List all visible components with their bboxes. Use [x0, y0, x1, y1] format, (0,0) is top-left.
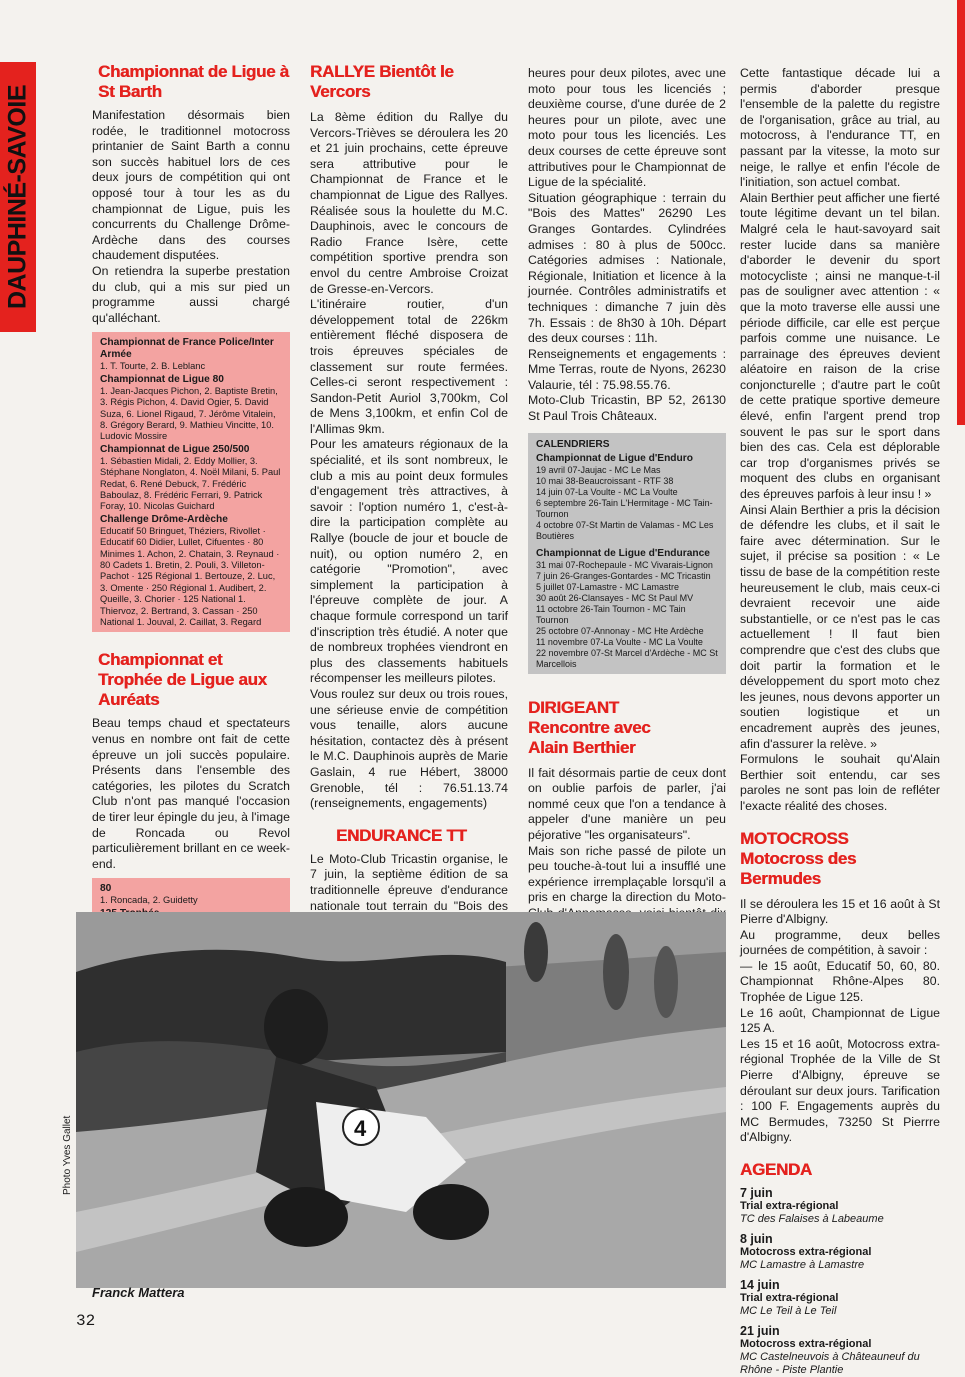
agenda-event: Motocross extra-régional	[740, 1338, 872, 1350]
paragraph: Cette fantastique décade lui a permis d'aborder presque l'ensemble de la palette du registre de l'organisation, grâce au trial, au motocross, à l'endurance TT, en passant par la vitesse, la moto sur neige, le rallye et enfin l'école de l'initiation, son actuel combat.	[740, 66, 940, 190]
headline-endurance: ENDURANCE TT	[336, 825, 467, 845]
svg-text:4: 4	[354, 1116, 367, 1141]
calendar-entry: 5 juillet 07-Lamastre - MC Lamastre	[536, 581, 680, 592]
agenda-event: Trial extra-régional	[740, 1292, 839, 1304]
calendar-heading: Championnat de Ligue d'Enduro	[536, 452, 693, 464]
results-text: 1. T. Tourte, 2. B. Leblanc	[100, 361, 206, 372]
calendar-entry: 11 novembre 07-La Voulte - MC La Voulte	[536, 636, 703, 647]
agenda-item	[740, 1278, 940, 1318]
agenda-list	[740, 1186, 940, 1377]
calendar-entry: 31 mai 07-Rochepaule - MC Vivarais-Lignon	[536, 559, 713, 570]
results-text: Educatif 50 Bringuet, Théziers, Rivollet · Educatif 60 Didier, Lullet, Cifuentes · 80 Minimes 1. Achon, 2. Chatain, 3. Reynaud · 80 Cadets 1. Bretin, 2. Pouli, 3. Villeton-Pachot · 125 Régional 1. Bertouze, 2. Luc, 3. Omente · 250 Régional 1. Audibert, 2. Queille, 3. Chorier · 125 National 1. Thiervoz, 2. Bertrand, 3. Cassan · 250 National 1. Jouval, 2. Caillat, 3. Regard	[100, 525, 280, 628]
agenda-date: 7 juin	[740, 1186, 773, 1200]
headline-dirigeant: DIRIGEANT Rencontre avec Alain Berthier	[528, 697, 651, 757]
agenda-date: 21 juin	[740, 1324, 780, 1338]
results-heading: Championnat de Ligue 80	[100, 373, 224, 385]
motorcycle-photo-illustration	[76, 912, 726, 1288]
calendar-entry: 14 juin 07-La Voulte - MC La Voulte	[536, 486, 678, 497]
paragraph: heures pour deux pilotes, avec une moto pour tous les licenciés ; deuxième course, d'une durée de 2 heures pour un pilote, avec une moto pour tous les licenciés. Les deux courses de cette épreuve sont attributives pour le Championnat de Ligue de la spécialité.	[528, 66, 726, 190]
agenda-date: 8 juin	[740, 1232, 773, 1246]
paragraph: On retiendra la superbe prestation du club, qui a mis sur pied un programme aussi chargé qu'alléchant.	[92, 263, 290, 325]
calendar-entry: 22 novembre 07-St Marcel d'Ardèche - MC St Marcellois	[536, 647, 718, 669]
agenda-date: 14 juin	[740, 1278, 780, 1292]
paragraph: Il fait désormais partie de ceux dont on oublie parfois de parler, j'ai nommé ceux que l'on a tendance à appeler d'une manière un peu péjorative "les organisateurs".	[528, 765, 726, 843]
results-text: 1. Jean-Jacques Pichon, 2. Baptiste Bretin, 3. Régis Pichon, 4. David Ogier, 5. David Suza, 6. Lionel Rigaud, 7. Jérôme Vitalein, 8. Grégory Berard, 9. Mathieu Vincitte, 10. Ludovic Mossire	[100, 385, 278, 442]
paragraph: Situation géographique : terrain du "Bois des Mattes" 26290 Les Granges Gontardes. Cylindrées admises : 80 à plus de 500cc. Catégories admises : Nationale, Régionale, Initiation et licence à la journée. Contrôles administratifs et techniques : dimanche 7 juin dès 7h. Essais : de 8h30 à 10h. Départ des deux courses : 11h.	[528, 190, 726, 346]
results-text: 1. Sébastien Midali, 2. Eddy Mollier, 3. Stéphane Nonglaton, 4. Noël Milani, 5. Paul Redat, 6. René Debuck, 7. Frédéric Baboulaz, 8. Frédéric Ferrari, 9. Patrick Foray, 10. Nicolas Guichard	[100, 455, 281, 512]
section-tab	[0, 62, 36, 332]
results-box-st-barth	[92, 332, 290, 632]
paragraph: L'itinéraire routier, d'un développement total de 226km entièrement fléché disposera de trois épreuves spéciales de classement sur route fermées. Celles-ci seront respectivement : Sandon-Petit Auriol 3,700km, Col de Mens 3,100km, et enfin Col de l'Allimas 9km.	[310, 297, 508, 436]
edge-strip	[957, 0, 965, 425]
paragraph: Ainsi Alain Berthier a pris la décision de défendre les clubs, et il sait le faire avec détermination. Sur le sujet, il précise sa position : « Le tissu de base de la compétition reste heureusement le club, mais ceux-ci devraient recevoir une aide substantielle, or ce n'est pas le cas actuellement ! Il faut bien comprendre que c'est des clubs que doit partir la formation et le développement du sport moto chez les jeunes, nous devons apporter un soutien logistique et un encadrement auprès des jeunes, afin d'assurer la relève. »	[740, 502, 940, 751]
paragraph: Pour les amateurs régionaux de la spécialité, et ils sont nombreux, le club a mis au point deux formules d'engagement très attractives, à savoir : l'option numéro 1, c'est-à-dire la participation complète au Rallye (boucle de jour et boucle de nuit), ou option numéro 2, en catégorie "Promotion", avec simplement la participation à l'épreuve complète de jour. A chaque formule correspond un tarif d'inscription très étudié. A noter que de nombreux trophées viendront en plus des classements habituels récompenser les meilleurs pilotes.	[310, 437, 508, 686]
article-endurance-continued	[528, 66, 726, 425]
column-2	[310, 62, 508, 1008]
article-motocross	[740, 897, 940, 1147]
calendar-entry: 11 octobre 26-Tain Tournon - MC Tain Tournon	[536, 603, 686, 625]
column-3	[528, 66, 726, 937]
results-heading: Championnat de Ligue 250/500	[100, 443, 250, 455]
motorcycle-photo	[76, 912, 726, 1288]
headline-rallye: RALLYE Bientôt le Vercors	[310, 62, 454, 101]
calendar-entry: 30 août 26-Clansayes - MC St Paul MV	[536, 592, 694, 603]
calendar-heading: Championnat de Ligue d'Endurance	[536, 547, 710, 559]
calendar-entry: 7 juin 26-Granges-Gontardes - MC Tricastin	[536, 570, 711, 581]
agenda-club: TC des Falaises à Labeaume	[740, 1213, 884, 1225]
calendar-entry: 6 septembre 26-Tain L'Hermitage - MC Tain-Tournon	[536, 497, 713, 519]
headline-agenda: AGENDA	[740, 1160, 812, 1179]
results-heading: Championnat de France Police/Inter Armée	[100, 337, 274, 361]
calendar-entry: 10 mai 38-Beaucroissant - RTF 38	[536, 475, 674, 486]
agenda-club: MC Castelneuvois à Châteauneuf du Rhône - Piste Plantie	[740, 1351, 920, 1376]
article-st-barth	[92, 108, 290, 326]
results-heading: 80	[100, 883, 112, 895]
paragraph: Les 15 et 16 août, Motocross extra-régional Trophée de la Ville de St Pierre d'Albigny, épreuve se déroulant sur deux jours. Tarification : 100 F. Engagements auprès du MC Bermudes, 73250 St Pierrre d'Albigny.	[740, 1036, 940, 1145]
column-1	[92, 62, 290, 960]
paragraph: Beau temps chaud et spectateurs venus en nombre ont fait de cette épreuve un joli succès populaire. Présents dans l'ensemble des catégories, les pilotes du Scratch Club n'ont pas manqué l'occasion de tirer leur épingle du jeu, à l'image de Roncada ou Revol particulièrement brillant en ce week-end.	[92, 716, 290, 871]
paragraph: Manifestation désormais bien rodée, le traditionnel motocross printanier de Saint Barth a connu son succès habituel lors de ces deux jours de compétition qui ont opposé tour à tour les as du championnat de Ligue, puis les concurrents du Challenge Drôme-Ardèche dans des courses chaudement disputées.	[92, 108, 290, 263]
agenda-item	[740, 1324, 940, 1377]
paragraph: Vous roulez sur deux ou trois roues, une sérieuse envie de compétition vous tenaille, alors aucune hésitation, contactez dès à présent le M.C. Dauphinois auprès de Marie Gaslain, 4 rue Hébert, 38000 Grenoble, tél : 76.51.13.74 (renseignements, engagements)	[310, 686, 508, 811]
section-tab-label: DAUPHINÉ-SAVOIE	[3, 84, 32, 310]
agenda-event: Motocross extra-régional	[740, 1246, 872, 1258]
results-text: 1. Roncada, 2. Guidetty	[100, 895, 198, 906]
calendar-entry: 19 avril 07-Jaujac - MC Le Mas	[536, 464, 661, 475]
paragraph: Formulons le souhait qu'Alain Berthier soit entendu, car ses paroles ne sont pas loin de refléter l'exacte réalité des choses.	[740, 752, 940, 813]
article-aureats	[92, 716, 290, 872]
calendar-box	[528, 433, 726, 674]
calendar-entry: 4 octobre 07-St Martin de Valamas - MC Les Boutières	[536, 519, 714, 541]
paragraph: Le 16 août, Championnat de Ligue 125 A.	[740, 1005, 940, 1036]
paragraph: Renseignements et engagements : Mme Terras, route de Nyons, 26230 Valaurie, tél : 75.98.55.76.	[528, 346, 726, 392]
agenda-club: MC Le Teil à Le Teil	[740, 1305, 837, 1317]
agenda-event: Trial extra-régional	[740, 1200, 839, 1212]
agenda-item	[740, 1186, 940, 1226]
paragraph: Le Moto-Club Tricastin organise, le 7 juin, la septième édition de sa traditionnelle épreuve d'endurance nationale tout terrain du "Bois des	[310, 851, 508, 913]
paragraph: La 8ème édition du Rallye du Vercors-Trièves se déroulera les 20 et 21 juin prochains, cette épreuve sera attributive pour le Championnat de France et le championnat de Ligue des Rallyes. Réalisée sous la houlette du M.C. Dauphinois, avec le concours de Radio France Isère, cette compétition sportive prendra son envol du centre Ambroise Croizat de Gresse-en-Vercors.	[310, 110, 508, 296]
paragraph: Il se déroulera les 15 et 16 août à St Pierre d'Albigny.	[740, 896, 940, 927]
calendar-title: CALENDRIERS	[536, 438, 610, 450]
paragraph: Moto-Club Tricastin, BP 52, 26130 St Paul Trois Châteaux.	[528, 393, 726, 424]
paragraph: Alain Berthier peut afficher une fierté toute légitime devant un tel bilan. Malgré cela le haut-savoyard sait rester lucide dans sa manière d'aborder le devenir du sport motocycliste ; ainsi ne manque-t-il pas de souligner avec attention : « que la moto traverse elle aussi une période difficile, car elle est perçue parfois comme une nuisance. Le parrainage des épreuves devient aléatoire en raison de la crise conjoncturelle ; d'autre part le coût de cette pratique sportive demeure élevé, enfin l'argent prend trop souvent le pas sur le sport dans bien des cas. Cela est déplorable car trop d'organismes privés se moquent des clubs en organisant des épreuves parfois à leur insu ! »	[740, 190, 940, 502]
column-4	[740, 66, 940, 1377]
headline-motocross: MOTOCROSS Motocross des Bermudes	[740, 828, 857, 888]
results-heading: Challenge Drôme-Ardèche	[100, 513, 228, 525]
headline-st-barth: Championnat de Ligue à St Barth	[98, 62, 289, 101]
calendar-entry: 25 octobre 07-Annonay - MC Hte Ardèche	[536, 625, 704, 636]
paragraph: Au programme, deux belles journées de compétition, à savoir :	[740, 927, 940, 958]
agenda-club: MC Lamastre à Lamastre	[740, 1259, 865, 1271]
photo-credit: Photo Yves Gallet	[62, 1115, 73, 1195]
article-dirigeant-continued	[740, 66, 940, 815]
page-number: 32	[76, 1312, 96, 1330]
headline-aureats: Championnat et Trophée de Ligue aux Auréats	[98, 650, 267, 710]
article-rallye	[310, 110, 508, 812]
paragraph: Mais son riche passé de pilote un peu touche-à-tout lui a insufflé une expérience irremplaçable lorsqu'il a pris en charge la direction du Moto-	[528, 843, 726, 905]
agenda-item	[740, 1232, 940, 1272]
paragraph: — le 15 août, Educatif 50, 60, 80. Championnat Rhône-Alpes 80. Trophée de Ligue 125.	[740, 958, 940, 1005]
photo-caption: Franck Mattera	[92, 1285, 185, 1300]
